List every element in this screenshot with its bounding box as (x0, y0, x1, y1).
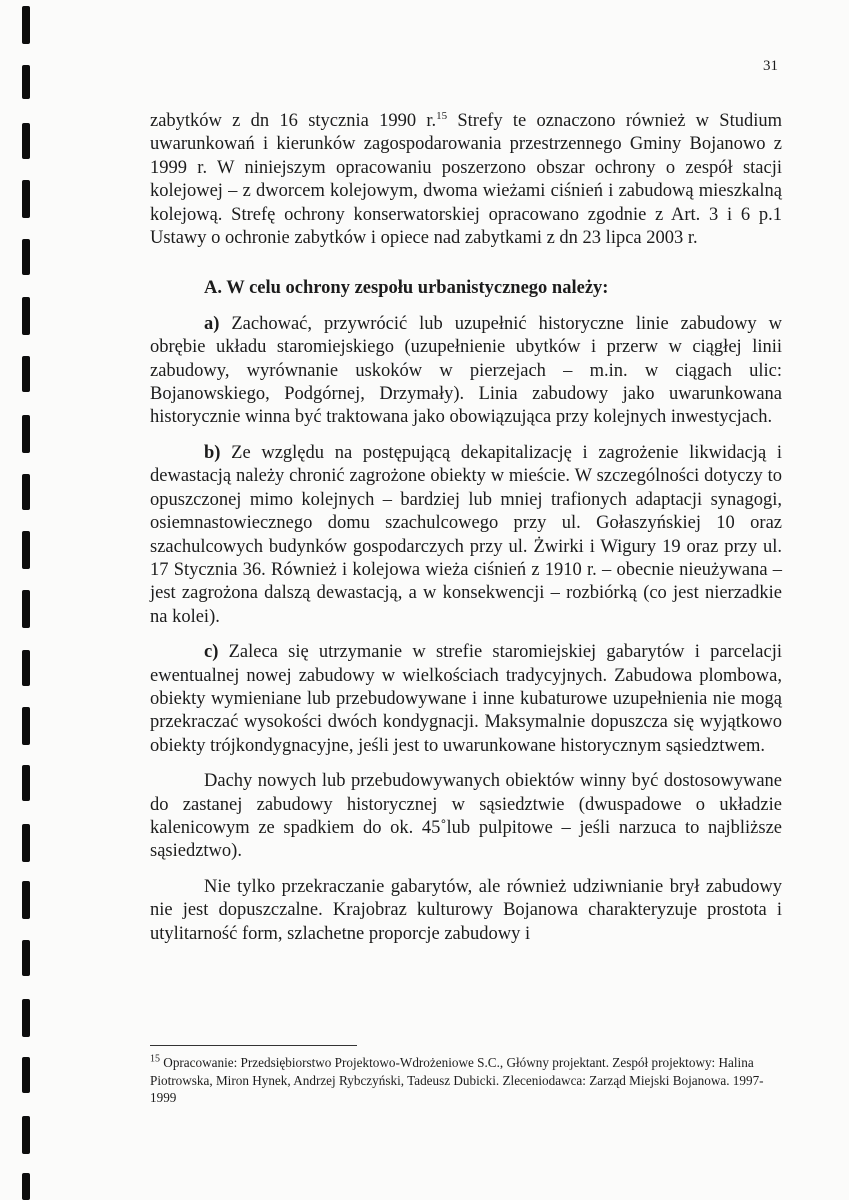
binding-hole (22, 65, 30, 99)
binding-hole (22, 415, 30, 453)
paragraph: Dachy nowych lub przebudowywanych obiektów winny być dostosowywane do zastanej zabudowy historycznej w sąsiedztwie (dwuspadowe o układzie kalenicowym ze spadkiem do ok. 45˚lub pulpitowe – jeśli narzuca to najbliższe sąsiedztwo). (150, 771, 782, 862)
binding-hole (22, 707, 30, 745)
list-item (150, 641, 782, 758)
item-letter: b) (204, 442, 221, 463)
binding-hole (22, 123, 30, 159)
binding-hole (22, 356, 30, 392)
intro-text-continued: Strefy te oznaczono również w Studium uwarunkowań i kierunków zagospodarowania przestrzennego Gminy Bojanowo z 1999 r. W niniejszym opracowaniu poszerzono obszar ochrony o zespół stacji kolejowej – z dworcem kolejowym, dwoma wieżami ciśnień i zabudową mieszkalną kolejową. Strefę ochrony konserwatorskiej opracowano zgodnie z Art. 3 i 6 p.1 Ustawy o ochronie zabytków i opiece nad zabytkami z dn 23 lipca 2003 r. (150, 111, 783, 249)
item-text: Ze względu na postępującą dekapitalizację i zagrożenie likwidacją i dewastacją należy chronić zagrożone obiekty w mieście. W szczególności dotyczy to opuszczonej mimo kolejnych – bardziej lub mniej trafionych adaptacji synagogi, osiemnastowiecznego domu szachulcowego przy ul. Gołaszyńskiej 10 oraz szachulcowych budynków gospodarczych przy ul. Żwirki i Wigury 19 oraz przy ul. 17 Stycznia 36. Również i kolejowa wieża ciśnień z 1910 r. – obecnie nieużywana – jest zagrożona dalszą dewastacją, a w konsekwencji – rozbiórką (co jest nierzadkie na kolei). (150, 442, 782, 627)
binding-hole (22, 531, 30, 569)
footnote (150, 1054, 782, 1107)
binding-hole (22, 297, 30, 335)
binding-holes (0, 0, 40, 1200)
binding-hole (22, 180, 30, 218)
item-text: Zaleca się utrzymanie w strefie staromiejskiej gabarytów i parcelacji ewentualnej nowej zabudowy w wielkościach tradycyjnych. Zabudowa plombowa, obiekty wymieniane lub przebudowywane i inne kubaturowe uzupełnienia nie mogą przekraczać wysokości dwóch kondygnacji. Maksymalnie dopuszcza się wyjątkowo obiekty trójkondygnacyjne, jeśli jest to uwarunkowane historycznym sąsiedztwem. (150, 642, 782, 756)
footnote-text: Opracowanie: Przedsiębiorstwo Projektowo-Wdrożeniowe S.C., Główny projektant. Zespół projektowy: Halina Piotrowska, Miron Hynek, Andrzej Rybczyński, Tadeusz Dubicki. Zleceniodawca: Zarząd Miejski Bojanowa. 1997-1999 (150, 1055, 764, 1105)
page-number: 31 (763, 58, 778, 74)
document-body (150, 110, 782, 946)
item-letter: c) (204, 642, 219, 663)
binding-hole (22, 239, 30, 275)
binding-hole (22, 6, 30, 44)
binding-hole (22, 1057, 30, 1093)
binding-hole (22, 940, 30, 976)
footnote-reference: 15 (436, 109, 448, 122)
section-heading: A. W celu ochrony zespołu urbanistycznego należy: (204, 278, 609, 299)
item-text: Zachować, przywrócić lub uzupełnić historyczne linie zabudowy w obrębie układu staromiejskiego (uzupełnienie ubytków i przerw w ciągłej linii zabudowy, wyrównanie uskoków w pierzejach – m.in. w ciągach ulic: Bojanowskiego, Podgórnej, Drzymały). Linia zabudowy jako uwarunkowana historycznie winna być traktowana jako obowiązująca przy kolejnych inwestycjach. (150, 313, 782, 428)
binding-hole (22, 999, 30, 1037)
footnote-number: 15 (150, 1053, 160, 1065)
list-item (150, 313, 782, 430)
binding-hole (22, 881, 30, 919)
binding-hole (22, 474, 30, 510)
intro-paragraph (150, 110, 782, 250)
binding-hole (22, 1116, 30, 1154)
binding-hole (22, 590, 30, 628)
footnote-divider (150, 1045, 357, 1046)
paragraph: Nie tylko przekraczanie gabarytów, ale również udziwnianie brył zabudowy nie jest dopuszczalne. Krajobraz kulturowy Bojanowa charakteryzuje prostota i utylitarność form, szlachetne proporcje zabudowy i (150, 876, 782, 944)
binding-hole (22, 765, 30, 801)
binding-hole (22, 824, 30, 862)
list-item (150, 442, 782, 629)
intro-text: zabytków z dn 16 stycznia 1990 r. (150, 111, 437, 131)
binding-hole (22, 1173, 30, 1200)
binding-hole (22, 650, 30, 686)
item-letter: a) (204, 313, 220, 334)
